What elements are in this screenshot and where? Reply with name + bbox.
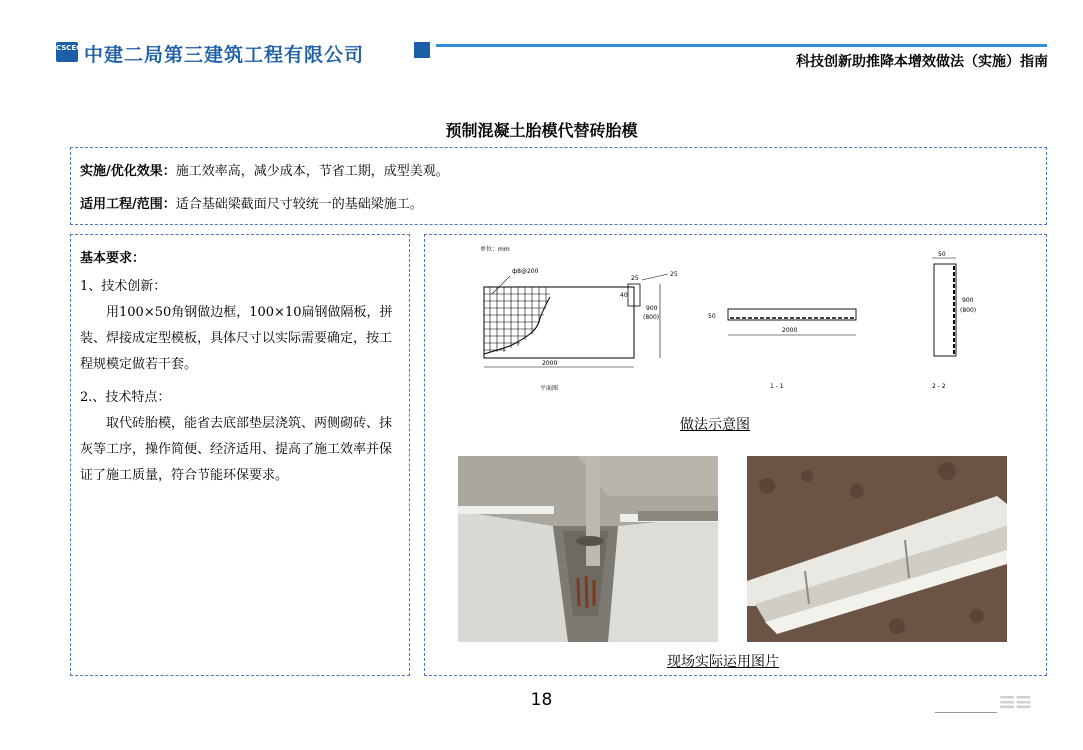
scope-text: 适合基础梁截面尺寸较统一的基础梁施工。 (175, 197, 423, 212)
plan-dim-2000: 2000 (542, 360, 558, 367)
effect-text: 施工效率高，减少成本，节省工期，成型美观。 (175, 164, 449, 179)
sec1-dim-2000: 2000 (782, 327, 798, 334)
sec1-view-name: 1 - 1 (770, 383, 784, 390)
sec2-dim-50: 50 (938, 251, 946, 258)
page-title: 预制混凝土胎模代替砖胎模 (445, 121, 638, 140)
plan-view-name: 平面图 (540, 385, 559, 392)
company-logo (56, 42, 82, 62)
break-line (484, 297, 550, 354)
item1-heading: 1、技术创新： (80, 279, 167, 294)
section-2-2 (932, 251, 980, 390)
effect-line (80, 160, 449, 179)
plan-label-top: ф8@200 (512, 268, 539, 275)
sec2-view-name: 2 - 2 (932, 383, 946, 390)
sec2-dim-900: 900 (962, 297, 974, 304)
photos-caption: 现场实际运用图片 (667, 654, 779, 670)
plan-dim-800: (800) (643, 314, 660, 321)
footer-decoration: ≡≡ (998, 690, 1031, 715)
footer-line (935, 712, 997, 713)
scope-label: 适用工程/范围： (80, 197, 176, 212)
requirements-title: 基本要求： (80, 251, 146, 266)
summary-box (70, 147, 1047, 225)
plan-dim-900: 900 (646, 305, 658, 312)
requirements-box (70, 234, 410, 676)
site-photo-mold-pit (458, 456, 718, 642)
header-line (436, 44, 1047, 47)
plan-dim-25: 25 (631, 275, 639, 282)
section-1-1 (708, 309, 856, 390)
item2-heading: 2.、技术特点： (80, 390, 171, 405)
page-number: 18 (530, 690, 553, 710)
header-square (414, 42, 430, 58)
plan-dim-25b: 25 (670, 271, 678, 278)
site-photo-mold-channel (747, 456, 1007, 642)
technical-drawing (470, 242, 980, 397)
diagram-caption: 做法示意图 (680, 417, 750, 433)
sec1-dim-50: 50 (708, 313, 716, 320)
plan-view (484, 268, 678, 392)
scope-line (80, 193, 423, 212)
sec2-dim-800: (800) (960, 307, 977, 314)
logo-text: CSCEC (56, 44, 82, 52)
unit-label: 单位：mm (480, 246, 510, 253)
plan-dim-40: 40 (620, 292, 628, 299)
guide-title: 科技创新助推降本增效做法（实施）指南 (796, 54, 1048, 70)
item2-text: 取代砖胎模，能省去底部垫层浇筑、两侧砌砖、抹灰等工序，操作简便、经济适用、提高了施工效率并保证了施工质量，符合节能环保要求。 (80, 416, 393, 483)
item1-text: 用100×50角钢做边框，100×10扁钢做隔板，拼装、焊接成定型模板，具体尺寸以实际需要确定，按工程规模定做若干套。 (80, 305, 393, 372)
effect-label: 实施/优化效果： (80, 164, 176, 179)
company-name: 中建二局第三建筑工程有限公司 (84, 44, 365, 66)
